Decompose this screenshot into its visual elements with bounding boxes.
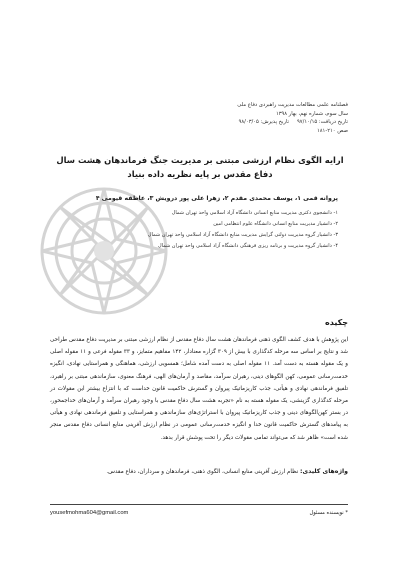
affiliation-4: ۴- دانشیار گروه مدیریت و برنامه ریزی فرهنگی دانشگاه آزاد اسلامی واحد تهران شمال: [157, 243, 338, 249]
affiliation-3: ۳- دانشیار گروه مدیریت دولتی گرایش مدیریت منابع دانشگاه آزاد اسلامی واحد تهران شمال: [147, 232, 338, 238]
corresponding-author-note: * نویسنده مسئول: [309, 510, 348, 516]
abstract-body: این پژوهش با هدف کشف الگوی ذهنی فرماندهان هشت سال دفاع مقدس از نظام ارزشی مبتنی بر مدیریت دفاع مقدس طراحی شد و نتایج بر اساس سه مرحله کدگذاری با بیش از ۳۰۹ گزاره معنادار، ۱۴۲ مفاهیم متمایز، و ۳۳ مقوله فرعی و ۱۱ مقوله اصلی و یک مقوله هسته به دست آمد. ۱۱ مقوله اصلی به دست آمده شامل؛ همسویی ارزشی، هماهنگی و همراستایی نهادی، انگیزه خدمت‌رسانی عمومی، کهن الگوهای دینی، رهبران سرآمد، مقاصد و آرمان‌های الهی، فرهنگ معنوی، سازماندهی مبتنی بر راهبرد، تلفیق فرماندهی نهادی و هیأتی، جذب کاریزماتیک پیروان و گسترش حاکمیت قانون خداست که با انتزاع بیشتر این مقولات در مرحله کدگذاری گزینشی، یک مقوله هسته به نام «تجربه هشت سال دفاع مقدس با وجود رهبران سرآمد و آرمان‌های خداجمحور، در بستر کهن‌الگوهای دینی و جذب کاریزماتیک پیروان با استراتژی‌های سازماندهی و همراستایی و تلفیق فرماندهی نهادی و هیأتی به پیامدهای گسترش حاکمیت قانون خدا و انگیزه خدمت‌رسانی عمومی در نظام ارزش آفرینی منابع انسانی دفاع مقدس منجر شده است» ظاهر شد که می‌تواند تمامی مقولات دیگر را تحت پوشش قرار بدهد.: [50, 337, 348, 441]
affiliation-1: ۱- دانشجوی دکتری مدیریت منابع انسانی دانشگاه آزاد اسلامی واحد تهران شمال: [171, 210, 338, 216]
paper-title: ارایه الگوی نظام ارزشی مبتنی بر مدیریت جنگ فرماندهان هشت سال دفاع مقدس بر پایه نظریه داده بنیاد: [56, 155, 344, 179]
authors-line: پروانه قمی ۱، یوسف محمدی مقدم ۲، زهرا علی پور درویش ۳، عاطفه قیومی ۴: [95, 195, 338, 202]
journal-issue: سال سوم، شماره نهم، بهار ۱۳۹۸: [275, 110, 348, 117]
dates-row: [115, 118, 348, 127]
page-range: صص ۲۱۰-۱۸۱: [316, 127, 348, 134]
received-date: تاریخ دریافت: ۹۷/۱۰/۱۵: [297, 119, 348, 125]
abstract-heading: چکیده: [324, 318, 348, 327]
affiliation-2: ۲- دانشیار مدیریت منابع انسانی دانشگاه علوم انتظامی امین: [213, 221, 338, 227]
keywords-list: نظام ارزش آفرینی منابع انسانی، الگوی ذهنی، فرماندهان و سرداران، دفاع مقدس.: [106, 469, 299, 475]
affiliations: [88, 208, 338, 252]
accepted-date: تاریخ پذیرش: ۹۸/۰۳/۰۵: [238, 119, 289, 125]
keywords: [50, 466, 348, 478]
keywords-label: واژه‌های کلیدی:: [300, 468, 348, 475]
author-email[interactable]: yousefmohma604@gmail.com: [50, 510, 129, 516]
journal-name: فصلنامه علمی مطالعات مدیریت راهبردی دفاع ملی: [237, 102, 348, 108]
footnote-divider: [50, 504, 348, 505]
journal-info: [115, 101, 348, 135]
